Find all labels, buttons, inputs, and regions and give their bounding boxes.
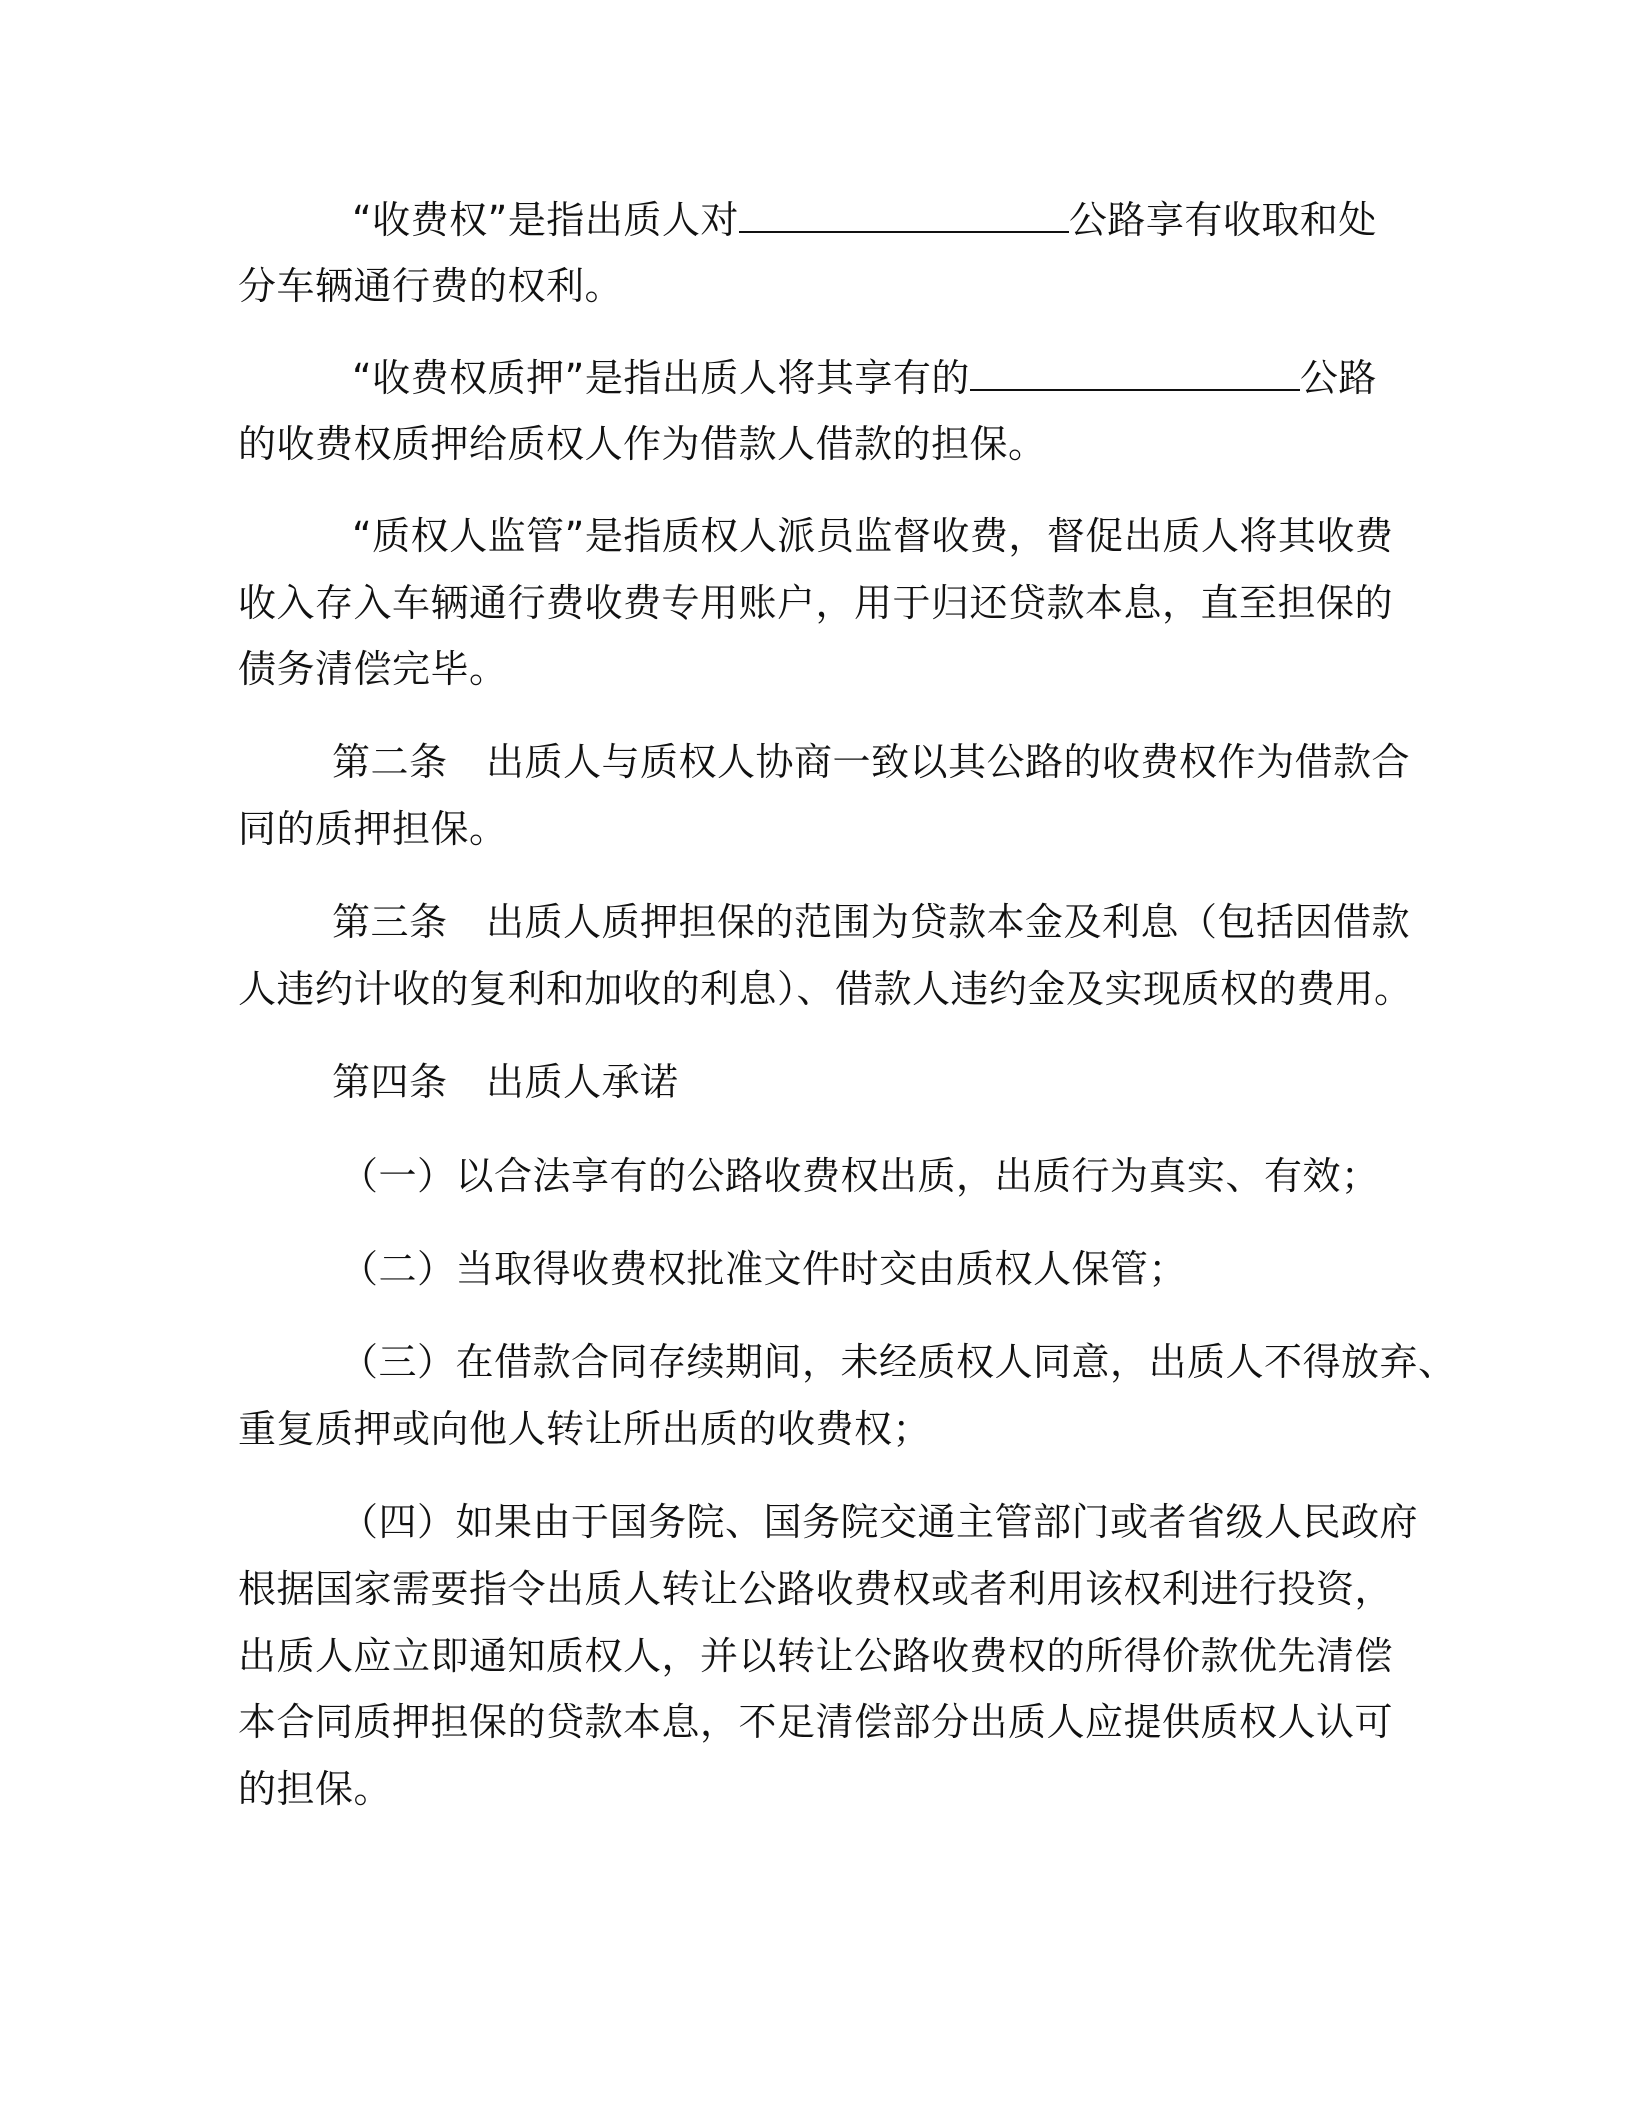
text-segment: “收费权”是指出质人对 bbox=[352, 198, 739, 242]
definition-toll-right-line2: 分车辆通行费的权利。 bbox=[238, 264, 624, 308]
definition-toll-right-line1 bbox=[352, 195, 1377, 244]
article4-item4-line4: 本合同质押担保的贷款本息，不足清偿部分出质人应提供质权人认可 bbox=[238, 1700, 1394, 1744]
article4-item4-line2: 根据国家需要指令出质人转让公路收费权或者利用该权利进行投资， bbox=[238, 1567, 1394, 1611]
definition-supervision-line1: “质权人监管”是指质权人派员监督收费，督促出质人将其收费 bbox=[352, 514, 1394, 558]
text-segment: 公路享有收取和处 bbox=[1068, 198, 1377, 242]
text-segment: 公路 bbox=[1299, 356, 1377, 400]
article4-item4-line1: （四）如果由于国务院、国务院交通主管部门或者省级人民政府 bbox=[340, 1500, 1419, 1544]
text-segment: “收费权质押”是指出质人将其享有的 bbox=[352, 356, 970, 400]
definition-pledge-line2: 的收费权质押给质权人作为借款人借款的担保。 bbox=[238, 422, 1047, 466]
article4-item4-line5: 的担保。 bbox=[238, 1767, 393, 1811]
fill-in-blank bbox=[970, 353, 1300, 391]
article3-line1: 第三条 出质人质押担保的范围为贷款本金及利息（包括因借款 bbox=[332, 900, 1411, 944]
article4-item4-line3: 出质人应立即通知质权人，并以转让公路收费权的所得价款优先清偿 bbox=[238, 1634, 1394, 1678]
article4-item3-line2: 重复质押或向他人转让所出质的收费权； bbox=[238, 1407, 932, 1451]
article3-line2: 人违约计收的复利和加收的利息）、借款人违约金及实现质权的费用。 bbox=[238, 967, 1413, 1011]
article4-heading: 第四条 出质人承诺 bbox=[332, 1060, 679, 1104]
article4-item1: （一）以合法享有的公路收费权出质，出质行为真实、有效； bbox=[340, 1154, 1380, 1198]
definition-supervision-line3: 债务清偿完毕。 bbox=[238, 647, 508, 691]
article4-item2: （二）当取得收费权批准文件时交由质权人保管； bbox=[340, 1247, 1188, 1291]
definition-pledge-line1 bbox=[352, 353, 1377, 402]
fill-in-blank bbox=[739, 195, 1069, 233]
article2-line1: 第二条 出质人与质权人协商一致以其公路的收费权作为借款合 bbox=[332, 740, 1411, 784]
article2-line2: 同的质押担保。 bbox=[238, 807, 508, 851]
definition-supervision-line2: 收入存入车辆通行费收费专用账户，用于归还贷款本息，直至担保的 bbox=[238, 581, 1394, 625]
article4-item3-line1: （三）在借款合同存续期间，未经质权人同意，出质人不得放弃、 bbox=[340, 1340, 1457, 1384]
